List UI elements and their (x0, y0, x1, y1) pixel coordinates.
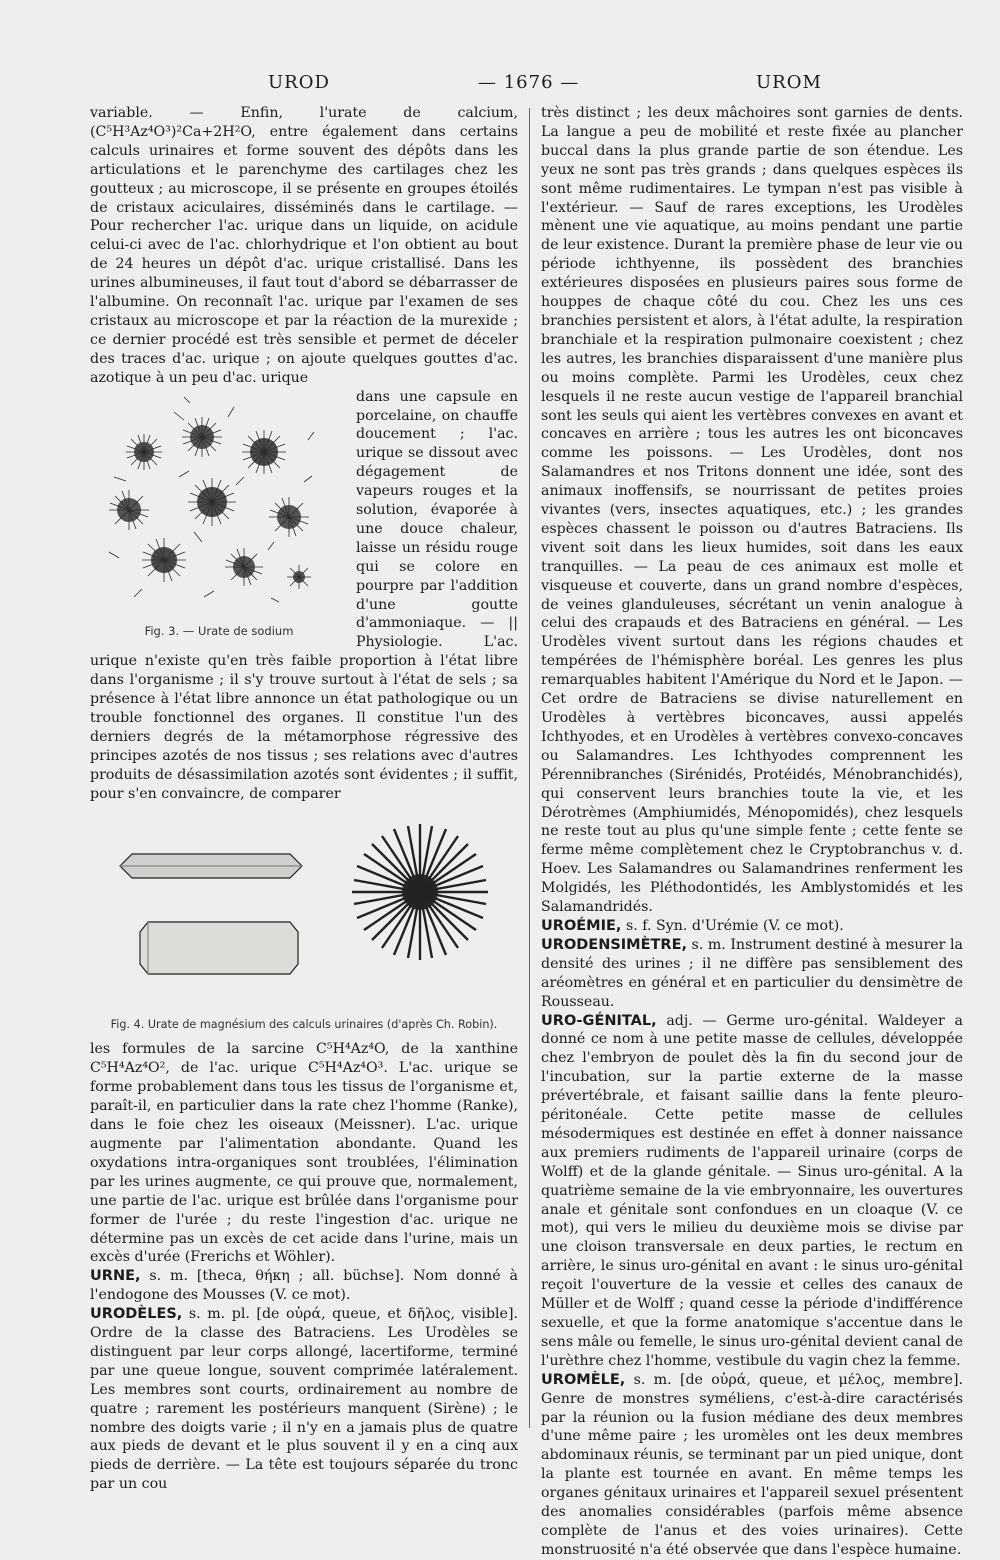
entry-urne-definition: s. m. [theca, θήκη ; all. büchse]. Nom donné à l'endogone des Mousses (V. ce mot). (90, 1268, 518, 1304)
entry-urodensimetre-definition: s. m. Instrument destiné à mesurer la densité des urines ; il ne diffère pas sensiblement des aréomètres en général et en particulier du densimètre de Rousseau. (541, 936, 963, 1010)
left-column (90, 104, 518, 1494)
figure-4 (90, 814, 518, 1035)
entry-urne-headword: URNE, (90, 1268, 141, 1285)
entry-urodeles-definition: s. m. pl. [de οὐρά, queue, et δῆλος, visible]. Ordre de la classe des Batraciens. Les Urodèles se distinguent par leur corps allongé, lacertiforme, terminé par une queue longue, souvent comprimée latéralement. Les membres sont courts, ordinairement au nombre de quatre ; rarement les postérieurs manquent (Sirène) ; le nombre des doigts varie ; il n'y en a jamais plus de quatre aux pieds de devant et le plus souvent il y en a cinq aux pieds de derrière. — La tête est toujours séparée du tronc par un cou (90, 1306, 518, 1493)
entry-urodeles-headword: URODÈLES, (90, 1306, 183, 1323)
header-right-keyword: UROM (756, 72, 822, 93)
formulas-paragraph: les formules de la sarcine C⁵H⁴Az⁴O, de la xanthine C⁵H⁴Az⁴O², de l'ac. urique C⁵H⁴Az⁴O³. L'ac. urique se forme probablement dans tous les tissus de l'organisme et, paraît-il, en particulier dans la rate chez l'homme (Ranke), dans le foie chez les oiseaux (Meissner). L'ac. urique augmente par l'alimentation abondante. Quand les oxydations intra-organiques sont troublées, l'élimination par les urines augmente, ce qui prouve que, normalement, une partie de l'ac. urique est brûlée dans l'organisme pour former de l'urée ; du reste l'ingestion d'ac. urique ne détermine pas un excès de cet acide dans l'urine, mais un excès d'urée (Frerichs et Wöhler). (90, 1041, 518, 1266)
entry-uroemie-definition: s. f. Syn. d'Urémie (V. ce mot). (625, 917, 844, 934)
figure-3 (90, 392, 348, 650)
urodeles-continued-paragraph: très distinct ; les deux mâchoires sont garnies de dents. La langue a peu de mobilité et reste fixée au plancher buccal dans la plus grande partie de son étendue. Les yeux ne sont pas très grands ; dans quelques espèces ils sont même rudimentaires. Le tympan n'est pas visible à l'extérieur. — Sauf de rares exceptions, les Urodèles mènent une vie aquatique, au moins pendant une partie de leur existence. Durant la première phase de leur vie ou période ichthyenne, ils possèdent des branchies extérieures disposées en plusieurs paires sous forme de houppes de chaque côté du cou. Chez les uns ces branchies persistent et alors, à l'état adulte, la respiration branchiale et la respiration pulmonaire coexistent ; chez les autres, les branchies disparaissent d'une manière plus ou moins complète. Parmi les Urodèles, ceux chez lesquels il ne reste aucun vestige de l'appareil branchial sont les seuls qui aient les vertèbres convexes en avant et concaves en arrière ; tous les autres les ont biconcaves comme les poissons. — Les Urodèles, dont nos Salamandres et nos Tritons donnent une idée, sont des animaux inoffensifs, se nourrissant de petites proies vivantes (vers, insectes aquatiques, etc.) ; les grandes espèces chassent le poisson ou d'autres Batraciens. Ils vivent soit dans les lieux humides, soit dans les eaux tranquilles. — La peau de ces animaux est molle et visqueuse et couverte, dans un grand nombre d'espèces, de veines glanduleuses, sécrétant un venin analogue à celui des crapauds et des Batraciens en général. — Les Urodèles vivent surtout dans les régions chaudes et tempérées de l'hémisphère boréal. Les genres les plus remarquables habitent l'Amérique du Nord et le Japon. — Cet ordre de Batraciens se divise naturellement en Urodèles à vertèbres biconcaves, aussi appelés Ichthyodes, et en Urodèles à vertèbres convexo-concaves ou Salamandres. Les Ichthyodes comprennent les Pérennibranches (Sirénidés, Protéidés, Ménobranchidés), qui conservent leurs branchies toute la vie, et les Dérotrèmes (Amphiumidés, Ménopomidés), chez lesquels ne reste tout au plus qu'une simple fente ; cette fente se ferme même complètement chez le Cryptobranchus v. d. Hoev. Les Salamandres ou Salamandrines renferment les Molgidés, les Pléthodontidés, les Amblystomidés et les Salamandridés. (541, 105, 963, 916)
header-left-keyword: UROD (268, 72, 330, 93)
entry-uromele-headword: UROMÈLE, (541, 1371, 626, 1388)
page-number: — 1676 — (478, 72, 580, 93)
entry-urodensimetre (541, 936, 963, 1012)
entry-urodensimetre-headword: URODENSIMÈTRE, (541, 936, 687, 953)
entry-urodeles (90, 1305, 518, 1494)
urate-paragraph: variable. — Enfin, l'urate de calcium, (C⁵H³Az⁴O³)²Ca+2H²O, entre également dans certains calculs urinaires et forme souvent des dépôts dans les articulations et le parenchyme des cartilages chez les goutteux ; au microscope, il se présente en groupes étoilés de cristaux aciculaires, disséminés dans le cartilage. — Pour rechercher l'ac. urique dans un liquide, on acidule celui-ci avec de l'ac. chlorhydrique et l'on obtient au bout de 24 heures un dépôt d'ac. urique cristallisé. Dans les urines albumineuses, il faut tout d'abord se débarrasser de l'albumine. On reconnaît l'ac. urique par l'examen de ses cristaux au microscope et par la réaction de la murexide ; ce dernier procédé est très sensible et permet de déceler des traces d'ac. urique ; on ajoute quelques gouttes d'ac. azotique à un peu d'ac. urique (90, 105, 518, 386)
urate-de-sodium-illustration (94, 392, 334, 622)
figure-3-caption: Fig. 3. — Urate de sodium (144, 623, 294, 638)
entry-uroemie-headword: UROÉMIE, (541, 917, 622, 934)
entry-urne (90, 1267, 518, 1305)
entry-uro-genital-definition: adj. — Germe uro-génital. Waldeyer a donné ce nom à une petite masse de cellules, développée chez l'embryon de poulet dès la fin du second jour de l'incubation, sur la partie externe de la masse prévertébrale, et faisant saillie dans la fente pleuro-péritonéale. Cette petite masse de cellules mésodermiques est destinée en effet à donner naissance aux premiers rudiments de l'appareil urinaire (corps de Wolff) et de la glande génitale. — Sinus uro-génital. A la quatrième semaine de la vie embryonnaire, les ouvertures anale et génitale sont confondues en un cloaque (V. ce mot), qui vers le milieu du deuxième mois se divise par une cloison transversale en deux parties, le rectum en arrière, le sinus uro-génital en avant : le sinus uro-génital reçoit l'ouverture de la vessie et celles des canaux de Müller et de Wolff ; quand cesse la période d'indifférence sexuelle, et que la forme anatomique s'accentue dans le sens mâle ou femelle, le sinus uro-génital devient canal de l'urèthre chez l'homme, vestibule du vagin chez la femme. (541, 1012, 963, 1369)
column-divider (529, 108, 530, 1428)
urate-de-magnesium-illustration (90, 814, 518, 1014)
urate-paragraph-continued: dans une capsule en porcelaine, on chauffe doucement ; l'ac. urique se dissout avec dégagement de vapeurs rouges et la solution, évaporée à une douce chaleur, laisse un résidu rouge qui se colore en pourpre par l'addition d'une goutte d'ammoniaque. — || Physiologie. L'ac. urique n'existe qu'en très faible proportion à l'état libre dans l'organisme ; il s'y trouve surtout à l'état de sels ; sa présence à l'état libre annonce un état pathologique ou un trouble fonctionnel des organes. Il constitue l'un des derniers degrés de la métamorphose régressive des principes azotés de nos tissus ; ses relations avec d'autres produits de désassimilation azotés sont évidentes ; il suffit, pour s'en convaincre, de comparer (90, 388, 518, 802)
entry-uro-genital (541, 1012, 963, 1371)
entry-uromele-definition: s. m. [de οὐρά, queue, et μέλος, membre]. Genre de monstres syméliens, c'est-à-dire caractérisés par la réunion ou la fusion médiane des deux membres d'une même paire ; les uromèles ont les deux membres abdominaux réunis, se terminant par un pied unique, dont la plante est tournée en avant. En même temps les organes génitaux urinaires et l'appareil sexuel présentent des anomalies considérables (parfois même absence complète de l'anus et des voies urinaires). Cette monstruosité n'a été observée que dans l'espèce humaine. (541, 1371, 963, 1558)
entry-uroemie (541, 917, 963, 936)
right-column (541, 104, 963, 1560)
entry-uromele (541, 1371, 963, 1560)
running-header (0, 72, 1000, 102)
figure-4-caption: Fig. 4. Urate de magnésium des calculs urinaires (d'après Ch. Robin). (110, 1017, 498, 1031)
entry-uro-genital-headword: URO-GÉNITAL, (541, 1012, 657, 1029)
